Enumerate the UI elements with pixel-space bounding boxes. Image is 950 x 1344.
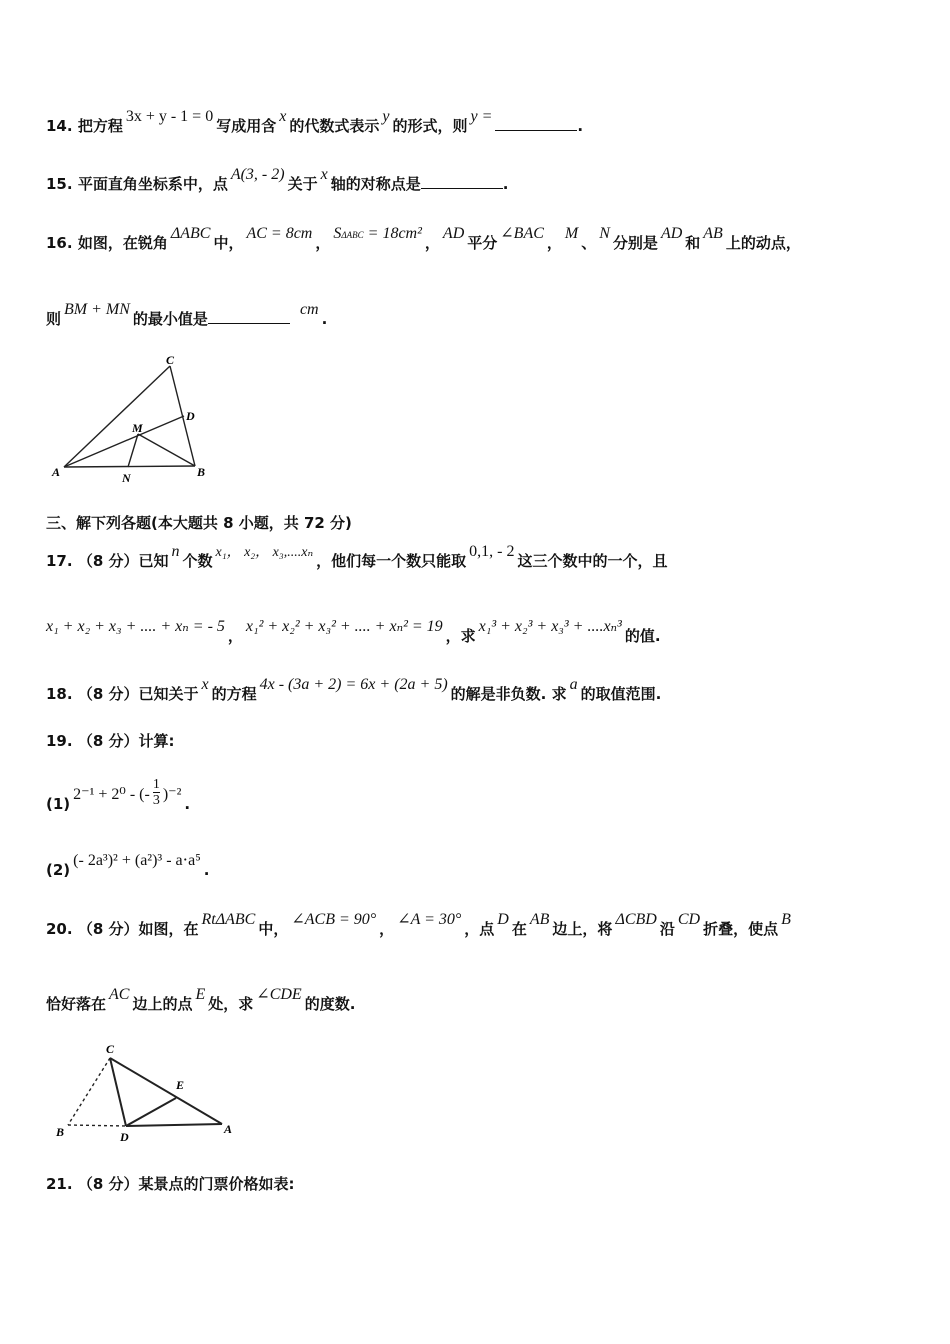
question-18: 18. （8 分）已知关于x的方程4x - (3a + 2) = 6x + (2a + 5)的解是非负数. 求a的取值范围. — [46, 676, 662, 703]
answer-blank — [421, 174, 503, 189]
label-E: E — [176, 1078, 185, 1092]
label-C: C — [106, 1042, 115, 1056]
question-17-line2: x₁ + x₂ + x₃ + .... + xₙ = - 5，x₁² + x₂² + x₃² + .... + xₙ² = 19，求x₁³ + x₂³ + x₃³ + ....xₙ³的值. — [46, 618, 661, 645]
question-14: 14. 把方程3x + y - 1 = 0写成用含x的代数式表示y的形式，则y =. — [46, 108, 584, 135]
question-16: 16. 如图，在锐角ΔABC中，AC = 8cm，SΔABC = 18cm²，AD平分∠BAC，M、N分别是AD和AB上的动点， — [46, 225, 801, 252]
question-number: 15. — [46, 175, 73, 193]
question-16-line2: 则BM + MN的最小值是cm. — [46, 301, 328, 328]
label-C: C — [166, 353, 175, 367]
question-15: 15. 平面直角坐标系中，点A(3, - 2)关于x轴的对称点是 . — [46, 166, 509, 193]
label-M: M — [132, 421, 143, 435]
question-number: 19. — [46, 732, 73, 750]
label-B: B — [56, 1125, 65, 1139]
answer-blank — [495, 116, 577, 131]
question-20-line2: 恰好落在AC边上的点E处，求∠CDE的度数. — [46, 986, 356, 1013]
answer-blank — [208, 309, 290, 324]
question-19-part1: (1)2⁻¹ + 2⁰ - (- $\frac{1}{3}$ )⁻². — [46, 777, 191, 813]
label-N: N — [122, 471, 131, 485]
label-D: D — [186, 409, 195, 423]
question-number: 16. — [46, 234, 73, 252]
question-21: 21. （8 分）某景点的门票价格如表: — [46, 1175, 295, 1193]
question-number: 14. — [46, 117, 73, 135]
equation: 3x + y - 1 = 0 — [125, 108, 214, 125]
question-number: 20. — [46, 920, 73, 938]
label-B: B — [197, 465, 206, 479]
question-17: 17. （8 分）已知n个数 x₁， x₂， x₃,....xₙ ，他们每一个数只能取0,1, - 2这三个数中的一个，且 — [46, 543, 668, 570]
figure-fold-triangle — [50, 1038, 250, 1148]
label-A: A — [52, 465, 61, 479]
question-19: 19. （8 分）计算: — [46, 732, 175, 750]
question-19-part2: (2)(- 2a³)² + (a²)³ - a⋅a⁵. — [46, 852, 210, 879]
question-20: 20. （8 分）如图，在RtΔABC中，∠ACB = 90°，∠A = 30°，点D在AB边上，将ΔCBD沿CD折叠，使点B — [46, 911, 791, 938]
label-A: A — [224, 1122, 233, 1136]
question-number: 21. — [46, 1175, 73, 1193]
question-number: 18. — [46, 685, 73, 703]
question-number: 17. — [46, 552, 73, 570]
section-title: 三、解下列各题(本大题共 8 小题，共 72 分) — [46, 514, 352, 532]
figure-triangle-abc — [50, 352, 220, 487]
label-D: D — [120, 1130, 129, 1144]
